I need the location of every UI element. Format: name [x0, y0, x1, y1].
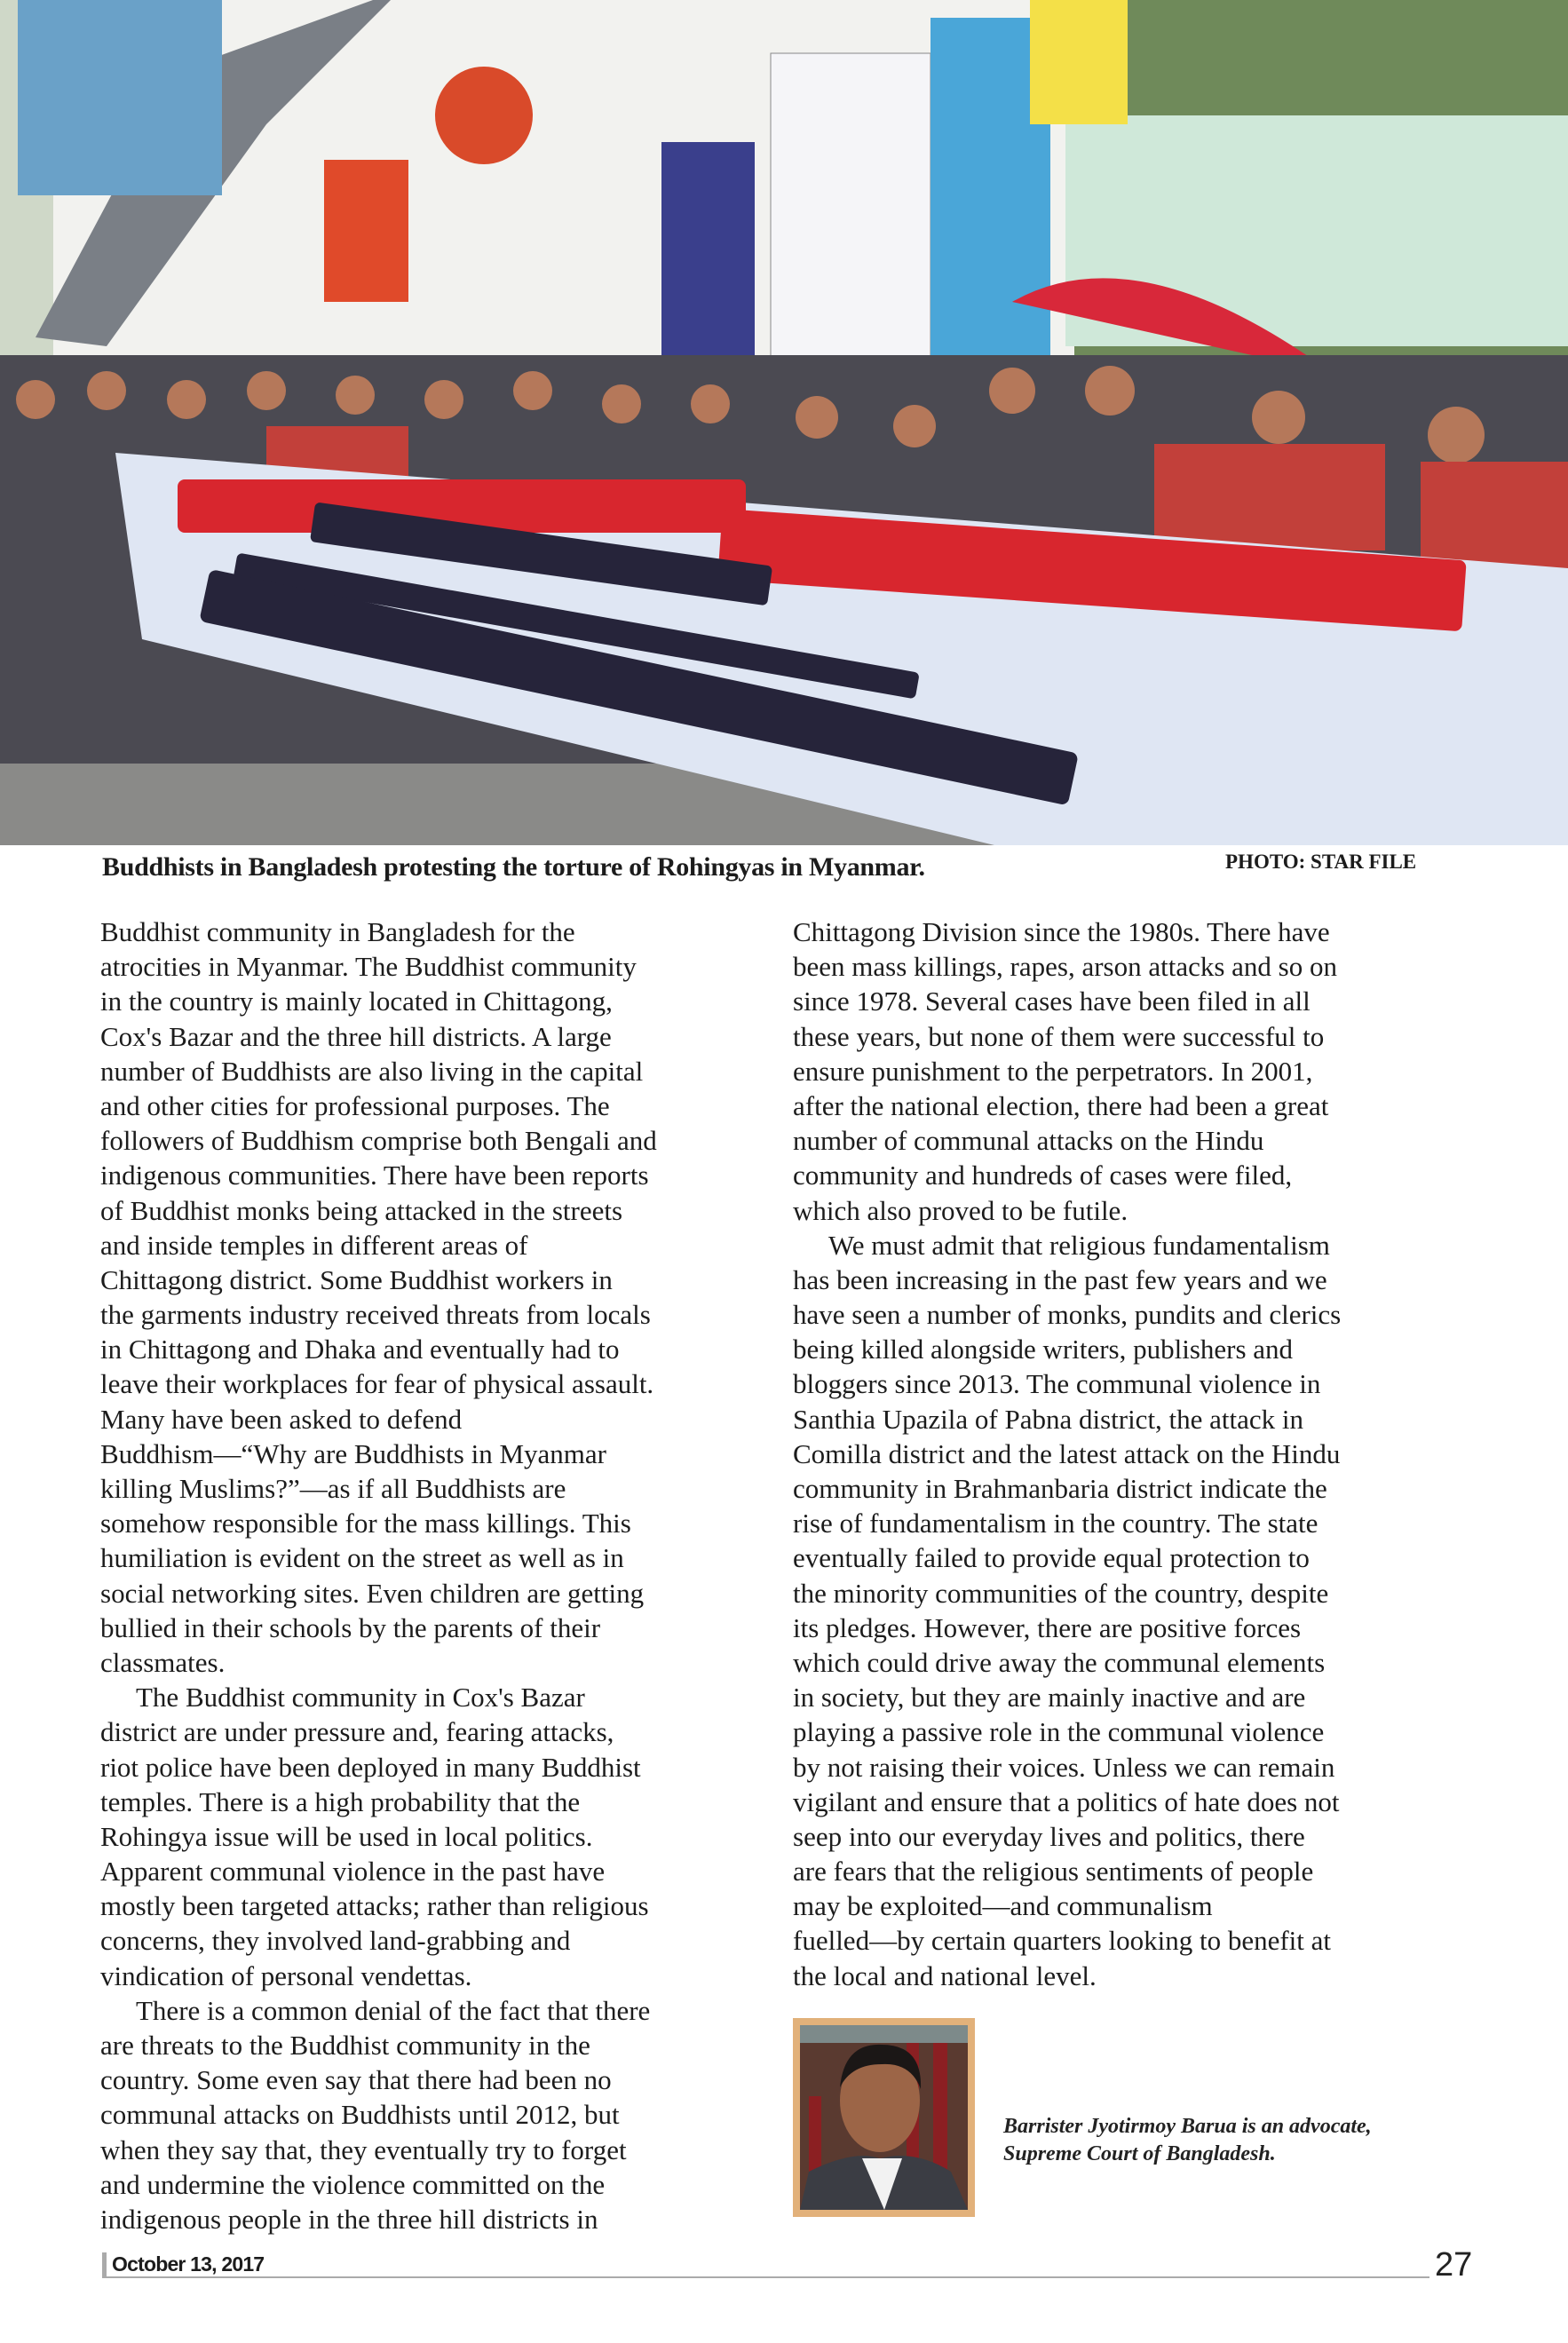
text-line: since 1978. Several cases have been filed in all — [793, 985, 1311, 1017]
text-line: seep into our everyday lives and politics, there — [793, 1820, 1305, 1852]
photo-credit: PHOTO: STAR FILE — [1225, 851, 1417, 873]
text-line: and other cities for professional purposes. The — [100, 1089, 610, 1121]
text-line: mostly been targeted attacks; rather than religious — [100, 1890, 649, 1922]
text-line: We must admit that religious fundamentalism — [828, 1229, 1330, 1261]
text-line: killing Muslims?”—as if all Buddhists are — [100, 1473, 566, 1504]
text-line: when they say that, they eventually try to forget — [100, 2133, 627, 2165]
text-line: bullied in their schools by the parents of their — [100, 1611, 601, 1643]
text-line: may be exploited—and communalism — [793, 1890, 1213, 1922]
text-line: and inside temples in different areas of — [100, 1229, 528, 1261]
text-line: Santhia Upazila of Pabna district, the attack in — [793, 1403, 1304, 1435]
text-line: followers of Buddhism comprise both Bengali and — [100, 1125, 657, 1157]
article-column-right — [793, 914, 1341, 1993]
text-line: playing a passive role in the communal violence — [793, 1716, 1325, 1748]
text-line: which also proved to be futile. — [793, 1194, 1128, 1226]
text-line: country. Some even say that there had been no — [100, 2064, 612, 2096]
text-line: the garments industry received threats from locals — [100, 1299, 651, 1331]
text-line: fuelled—by certain quarters looking to benefit at — [793, 1925, 1332, 1957]
text-line: these years, but none of them were successful to — [793, 1020, 1325, 1052]
text-line: community in Brahmanbaria district indicate the — [793, 1473, 1327, 1504]
text-line: community and hundreds of cases were filed, — [793, 1160, 1293, 1191]
author-bio-line: Supreme Court of Bangladesh. — [1003, 2142, 1276, 2165]
text-line: ensure punishment to the perpetrators. In 2001, — [793, 1055, 1313, 1087]
text-line: The Buddhist community in Cox's Bazar — [136, 1682, 585, 1714]
text-line: atrocities in Myanmar. The Buddhist community — [100, 951, 637, 983]
text-line: district are under pressure and, fearing attacks, — [100, 1716, 614, 1748]
text-line: bloggers since 2013. The communal violence in — [793, 1368, 1321, 1400]
text-line: riot police have been deployed in many Buddhist — [100, 1751, 641, 1783]
text-line: of Buddhist monks being attacked in the streets — [100, 1194, 623, 1226]
text-line: social networking sites. Even children are getting — [100, 1577, 645, 1609]
text-line: been mass killings, rapes, arson attacks and so on — [793, 951, 1337, 983]
text-line: indigenous communities. There have been reports — [100, 1160, 649, 1191]
text-line: humiliation is evident on the street as well as in — [100, 1542, 624, 1574]
text-line: in Chittagong and Dhaka and eventually had to — [100, 1334, 620, 1365]
text-line: and undermine the violence committed on the — [100, 2168, 606, 2200]
text-line: Chittagong Division since the 1980s. There have — [793, 916, 1330, 947]
page-number: 27 — [1435, 2246, 1473, 2284]
issue-date: October 13, 2017 — [102, 2252, 264, 2276]
text-line: Cox's Bazar and the three hill districts. A large — [100, 1020, 612, 1052]
text-line: has been increasing in the past few years and we — [793, 1263, 1327, 1295]
text-line: Rohingya issue will be used in local politics. — [100, 1820, 593, 1852]
text-line: in the country is mainly located in Chittagong, — [100, 985, 613, 1017]
text-line: are threats to the Buddhist community in the — [100, 2030, 590, 2061]
text-line: the local and national level. — [793, 1959, 1097, 1991]
text-line: vindication of personal vendettas. — [100, 1959, 472, 1991]
text-line: have seen a number of monks, pundits and clerics — [793, 1299, 1342, 1331]
text-line: by not raising their voices. Unless we can remain — [793, 1751, 1335, 1783]
text-line: its pledges. However, there are positive forces — [793, 1611, 1302, 1643]
photo-caption: Buddhists in Bangladesh protesting the torture of Rohingyas in Myanmar. — [102, 852, 925, 882]
text-line: rise of fundamentalism in the country. The state — [793, 1508, 1319, 1540]
text-line: in society, but they are mainly inactive and are — [793, 1682, 1306, 1714]
author-photo — [793, 2018, 975, 2217]
text-line: number of communal attacks on the Hindu — [793, 1125, 1264, 1157]
footer-divider — [102, 2276, 1429, 2278]
author-bio-line: Barrister Jyotirmoy Barua is an advocate, — [1003, 2115, 1372, 2138]
text-line: temples. There is a high probability that the — [100, 1785, 581, 1817]
text-line: Comilla district and the latest attack on the Hindu — [793, 1437, 1341, 1469]
text-line: communal attacks on Buddhists until 2012, but — [100, 2099, 620, 2131]
text-line: eventually failed to provide equal protection to — [793, 1542, 1310, 1574]
text-line: after the national election, there had been a great — [793, 1089, 1329, 1121]
text-line: concerns, they involved land-grabbing and — [100, 1925, 571, 1957]
text-line: Apparent communal violence in the past have — [100, 1856, 606, 1888]
text-line: Buddhism—“Why are Buddhists in Myanmar — [100, 1437, 606, 1469]
author-bio — [1003, 2113, 1372, 2168]
article-column-left — [100, 914, 657, 2236]
text-line: which could drive away the communal elements — [793, 1646, 1326, 1678]
text-line: somehow responsible for the mass killings. This — [100, 1508, 631, 1540]
text-line: Buddhist community in Bangladesh for the — [100, 916, 575, 947]
text-line: indigenous people in the three hill districts in — [100, 2203, 598, 2235]
text-line: There is a common denial of the fact that there — [136, 1994, 651, 2026]
text-line: vigilant and ensure that a politics of hate does not — [793, 1785, 1340, 1817]
text-line: number of Buddhists are also living in the capital — [100, 1055, 644, 1087]
text-line: being killed alongside writers, publishers and — [793, 1334, 1294, 1365]
text-line: leave their workplaces for fear of physical assault. — [100, 1368, 654, 1400]
text-line: Many have been asked to defend — [100, 1403, 463, 1435]
text-line: are fears that the religious sentiments of people — [793, 1856, 1314, 1888]
text-line: classmates. — [100, 1646, 226, 1678]
protest-photo — [0, 0, 1568, 845]
text-line: the minority communities of the country, despite — [793, 1577, 1329, 1609]
text-line: Chittagong district. Some Buddhist workers in — [100, 1263, 613, 1295]
